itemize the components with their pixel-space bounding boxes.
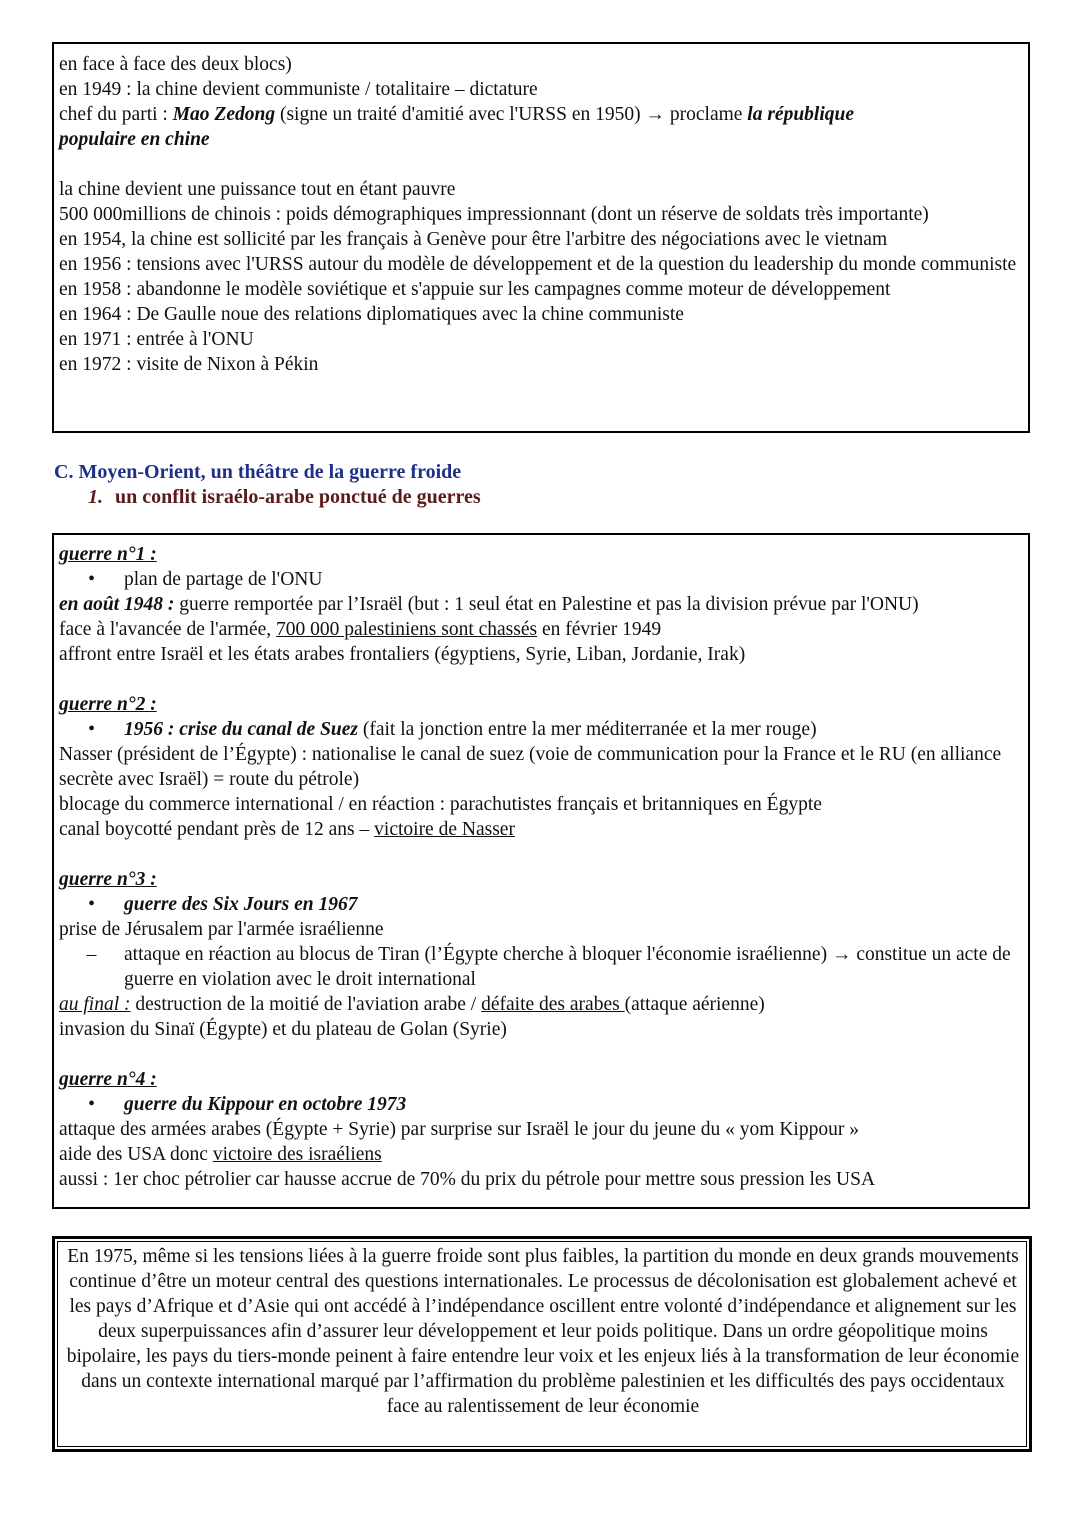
box1-p1: la chine devient une puissance tout en étant pauvre (59, 179, 456, 200)
war-1-line3: affront entre Israël et les états arabes frontaliers (égyptiens, Syrie, Liban, Jordanie, Irak) (59, 644, 746, 665)
section-c-subtitle: 1. un conflit israélo-arabe ponctué de guerres (88, 486, 481, 508)
war-3-line2: invasion du Sinaï (Égypte) et du plateau de Golan (Syrie) (59, 1019, 507, 1040)
war-4-line2: aide des USA donc victoire des israéliens (59, 1144, 382, 1165)
war-3-dash: – attaque en réaction au blocus de Tiran (l’Égypte cherche à bloquer l'économie israélienne) → constitue un acte de guerre en violation avec le droit international (86, 944, 1011, 990)
wars-box (52, 533, 1030, 1209)
republique-b: populaire en chine (59, 129, 210, 150)
box1-p5: en 1958 : abandonne le modèle soviétique et s'appuie sur les campagnes comme moteur de développement (59, 279, 891, 300)
box1-line1: en face à face des deux blocs) (59, 54, 292, 75)
war-2-bullet: • 1956 : crise du canal de Suez (fait la jonction entre la mer méditerranée et la mer rouge) (88, 719, 817, 740)
box1-line2: en 1949 : la chine devient communiste / totalitaire – dictature (59, 79, 538, 100)
war-2-line2: blocage du commerce international / en réaction : parachutistes français et britanniques en Égypte (59, 794, 822, 815)
war-1-line2: face à l'avancée de l'armée, 700 000 palestiniens sont chassés en février 1949 (59, 619, 662, 640)
republique-a: la république (747, 104, 855, 125)
war-3-line1: prise de Jérusalem par l'armée israélienne (59, 919, 384, 940)
war-4-label: guerre n°4 : (59, 1069, 157, 1090)
box1-p4: en 1956 : tensions avec l'URSS autour du modèle de développement et de la question du leadership du monde communiste (59, 254, 1017, 275)
mao-zedong: Mao Zedong (172, 104, 276, 125)
box1-p3: en 1954, la chine est sollicité par les français à Genève pour être l'arbitre des négociations avec le vietnam (59, 229, 888, 250)
war-1-line1: en août 1948 : guerre remportée par l’Israël (but : 1 seul état en Palestine et pas la division prévue par l'ONU) (59, 594, 919, 615)
box1-p7: en 1971 : entrée à l'ONU (59, 329, 254, 350)
box1-line3: chef du parti : Mao Zedong (signe un traité d'amitié avec l'URSS en 1950) → proclame la république (59, 104, 855, 125)
war-4-line1: attaque des armées arabes (Égypte + Syrie) par surprise sur Israël le jour du jeune du « yom Kippour » (59, 1119, 859, 1140)
war-3-bullet: • guerre des Six Jours en 1967 (88, 894, 358, 915)
conclusion-text: En 1975, même si les tensions liées à la guerre froide sont plus faibles, la partition du monde en deux grands mouvements continue d’être un moteur central des questions internationales. Le processus de décolonisation est globalement achevé et les pays d’Afrique et d’Asie qui ont accédé à l’indépendance oscillent entre volonté d’indépendance et alignement sur les deux superpuissances afin d’assurer leur développement et leur poids politique. Dans un ordre géopolitique moins bipolaire, les pays du tiers-monde peinent à faire entendre leur voix et les enjeux liés à la transformation de leur économie dans un contexte international marqué par l’affirmation du problème palestinien et les difficultés des pays occidentaux face au ralentissement de leur économie (66, 1246, 1020, 1417)
war-1-label: guerre n°1 : (59, 544, 157, 565)
war-3-label: guerre n°3 : (59, 869, 157, 890)
war-2-line3: canal boycotté pendant près de 12 ans – victoire de Nasser (59, 819, 515, 840)
war-2-label: guerre n°2 : (59, 694, 157, 715)
war-2-line1: Nasser (président de l’Égypte) : nationalise le canal de suez (voie de communication pour la France et le RU (en alliance secrète avec Israël) = route du pétrole) (59, 744, 1002, 790)
box1-p8: en 1972 : visite de Nixon à Pékin (59, 354, 319, 375)
box1-p2: 500 000millions de chinois : poids démographiques impressionnant (dont un réserve de soldats très importante) (59, 204, 929, 225)
war-4-bullet: • guerre du Kippour en octobre 1973 (88, 1094, 407, 1115)
war-4-line3: aussi : 1er choc pétrolier car hausse accrue de 70% du prix du pétrole pour mettre sous pression les USA (59, 1169, 876, 1190)
war-1-bullet: • plan de partage de l'ONU (88, 569, 323, 590)
section-c-title: C. Moyen-Orient, un théâtre de la guerre froide (54, 461, 462, 483)
war-3-final: au final : destruction de la moitié de l'aviation arabe / défaite des arabes (attaque aérienne) (59, 994, 765, 1015)
box1-p6: en 1964 : De Gaulle noue des relations diplomatiques avec la chine communiste (59, 304, 684, 325)
china-box (52, 42, 1030, 433)
